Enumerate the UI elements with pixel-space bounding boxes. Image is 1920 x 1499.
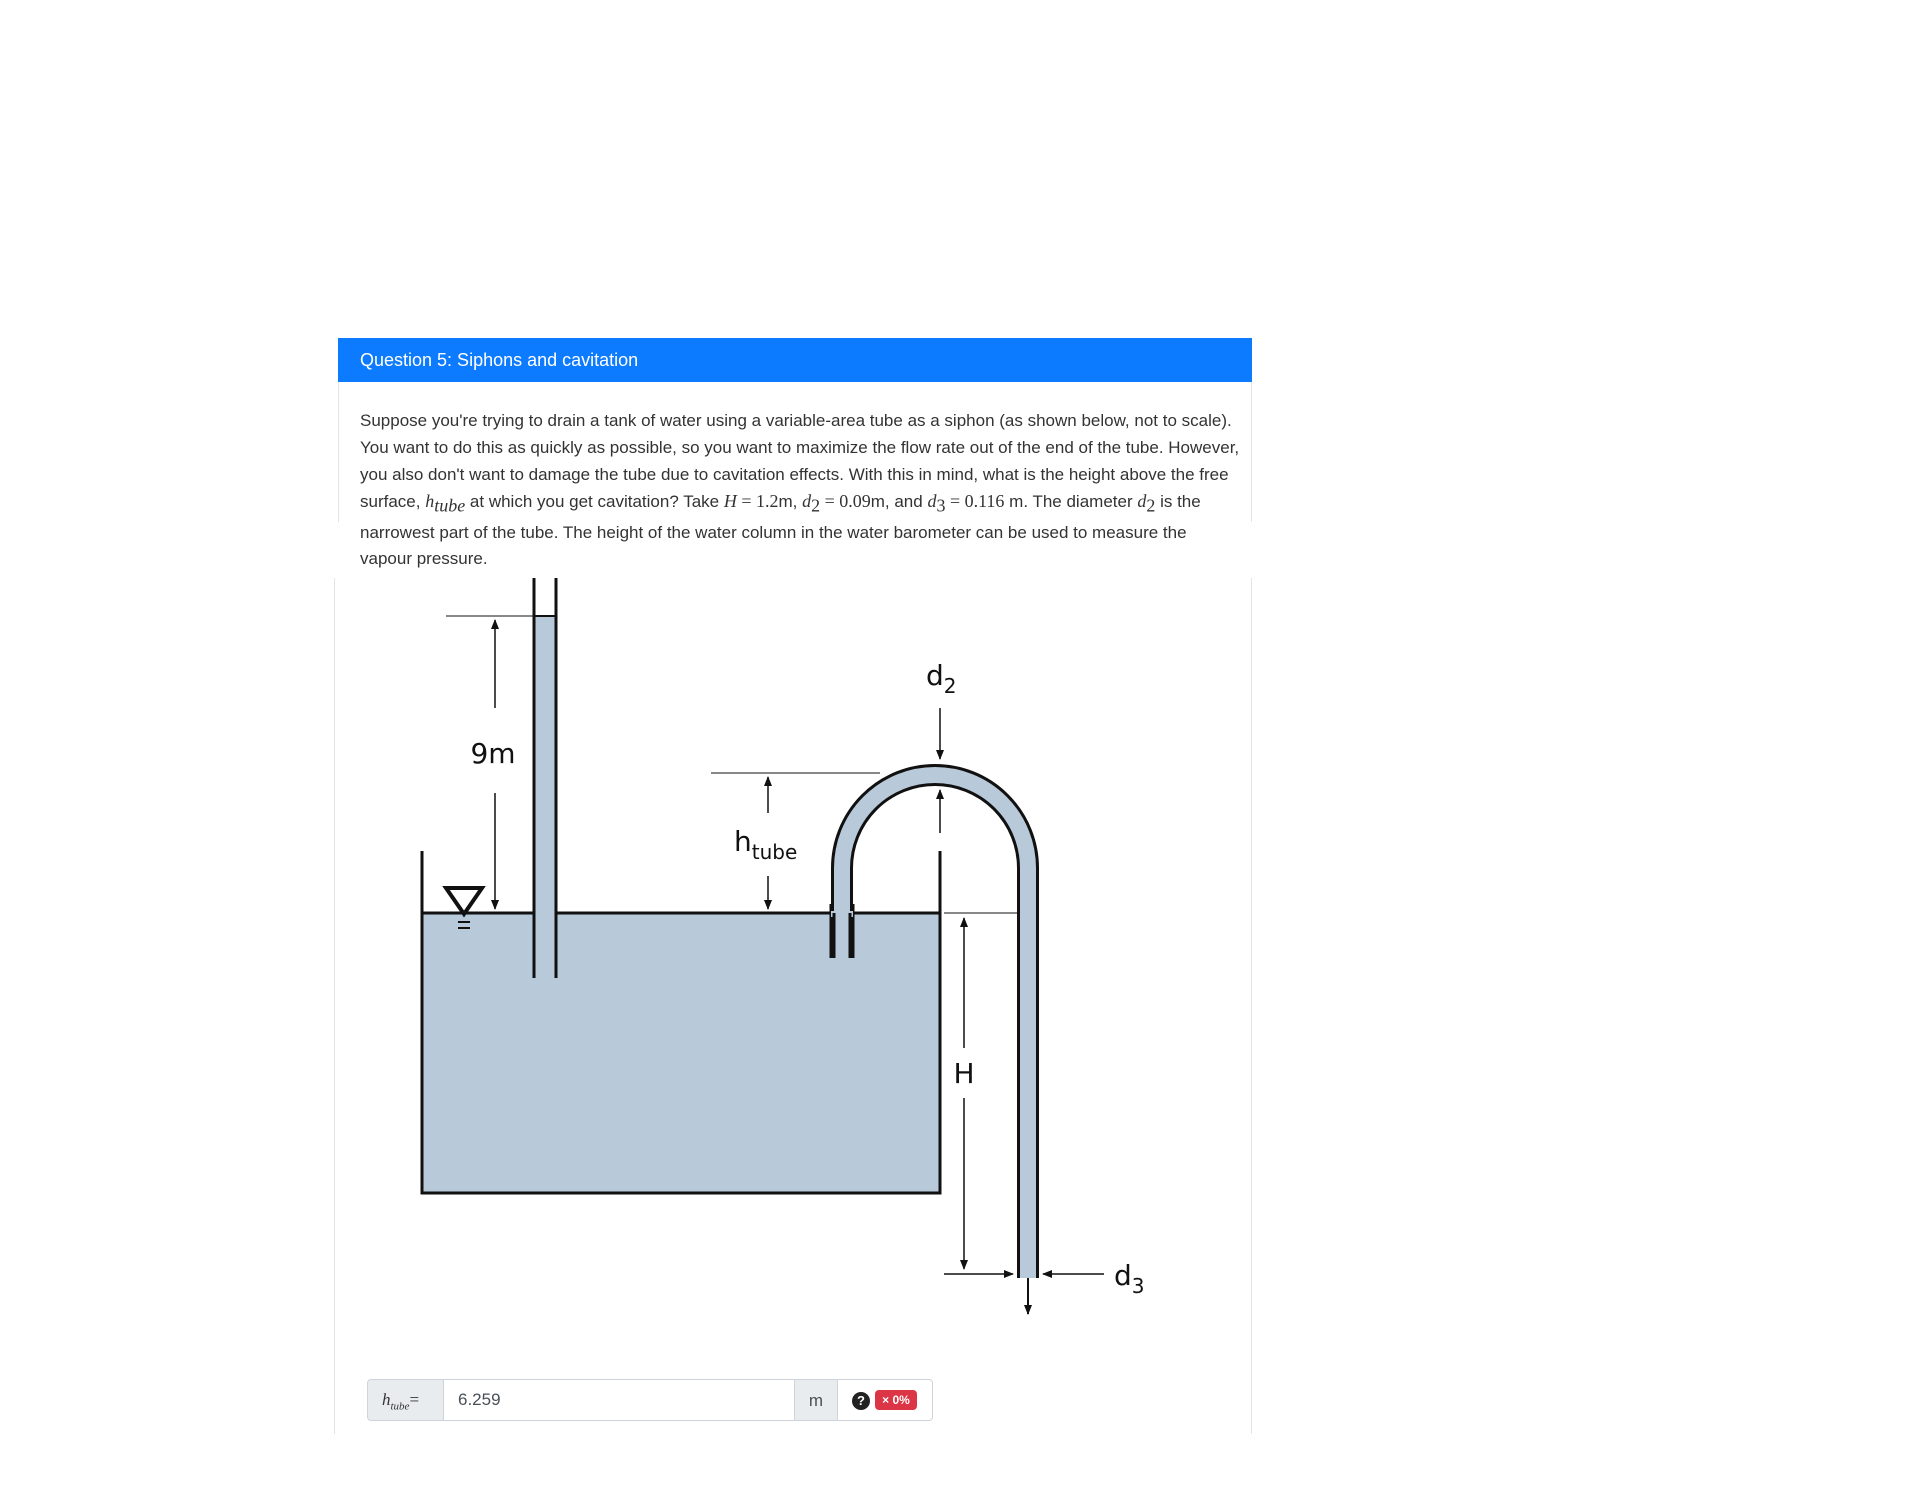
answer-prefix-eq: = — [409, 1390, 420, 1409]
siphon-diagram — [334, 578, 1254, 1378]
answer-input[interactable] — [443, 1379, 795, 1421]
math-d3-sub: 3 — [936, 495, 946, 516]
barometer-surface-gap — [534, 911, 556, 917]
answer-prefix-sub: tube — [390, 1400, 410, 1413]
free-surface-symbol-icon — [446, 888, 482, 914]
label-H: H — [953, 1057, 975, 1090]
question-header — [338, 338, 1252, 382]
barometer-water — [534, 616, 556, 978]
math-d2-sub: 2 — [811, 495, 821, 516]
answer-prefix-symbol: h — [382, 1390, 391, 1409]
math-h: h — [425, 491, 435, 512]
question-text-part: at which you get cavitation? Take — [465, 492, 724, 512]
label-d2-sub: 2 — [943, 674, 957, 698]
label-htube — [734, 825, 797, 864]
question-text — [360, 408, 1240, 573]
math-d3-value: = 0.116 — [945, 491, 1005, 512]
question-text-part: is the narrowest part of the tube. The height of the water column in the water barometer can be used to measure the vapour pressure. — [360, 492, 1201, 569]
math-d2: d — [1137, 491, 1147, 512]
math-d2-sub: 2 — [1146, 495, 1156, 516]
question-text-part: Suppose you're trying to drain a tank of water using a variable-area tube as a siphon (as shown below, not to scale). You want to do this as quickly as possible, so you want to maximize the flow rate out of the end of the tube. However, you also don't want to damage the tube due to cavitation effects. With this in mind, what is the height above the free surface, — [360, 411, 1240, 512]
question-title: Question 5: Siphons and cavitation — [360, 350, 639, 370]
answer-prefix-label — [367, 1379, 444, 1421]
question-text-part: m. The diameter — [1004, 492, 1138, 512]
answer-status — [837, 1379, 933, 1421]
answer-input-group — [367, 1379, 933, 1421]
answer-unit: m — [794, 1379, 838, 1421]
question-text-part: m, and — [870, 492, 928, 512]
question-card — [338, 338, 1252, 1434]
label-d3-sub: 3 — [1131, 1274, 1145, 1298]
label-d3 — [1114, 1259, 1145, 1298]
score-badge: × 0% — [875, 1390, 917, 1410]
math-d2: d — [802, 491, 812, 512]
label-d2 — [926, 659, 957, 698]
label-htube-h: h — [734, 825, 752, 858]
math-h-sub: tube — [434, 495, 466, 516]
label-htube-sub: tube — [751, 840, 798, 864]
math-H-value: = 1.2 — [736, 491, 779, 512]
tank-water — [422, 913, 940, 1193]
math-d2-value: = 0.09 — [820, 491, 871, 512]
math-H: H — [723, 491, 737, 512]
question-circle-icon[interactable]: ? — [852, 1392, 870, 1410]
question-text-part: m, — [778, 492, 803, 512]
math-d3: d — [927, 491, 937, 512]
label-9m: 9m — [470, 737, 516, 770]
label-d2-d: d — [926, 659, 944, 692]
label-d3-d: d — [1114, 1259, 1132, 1292]
